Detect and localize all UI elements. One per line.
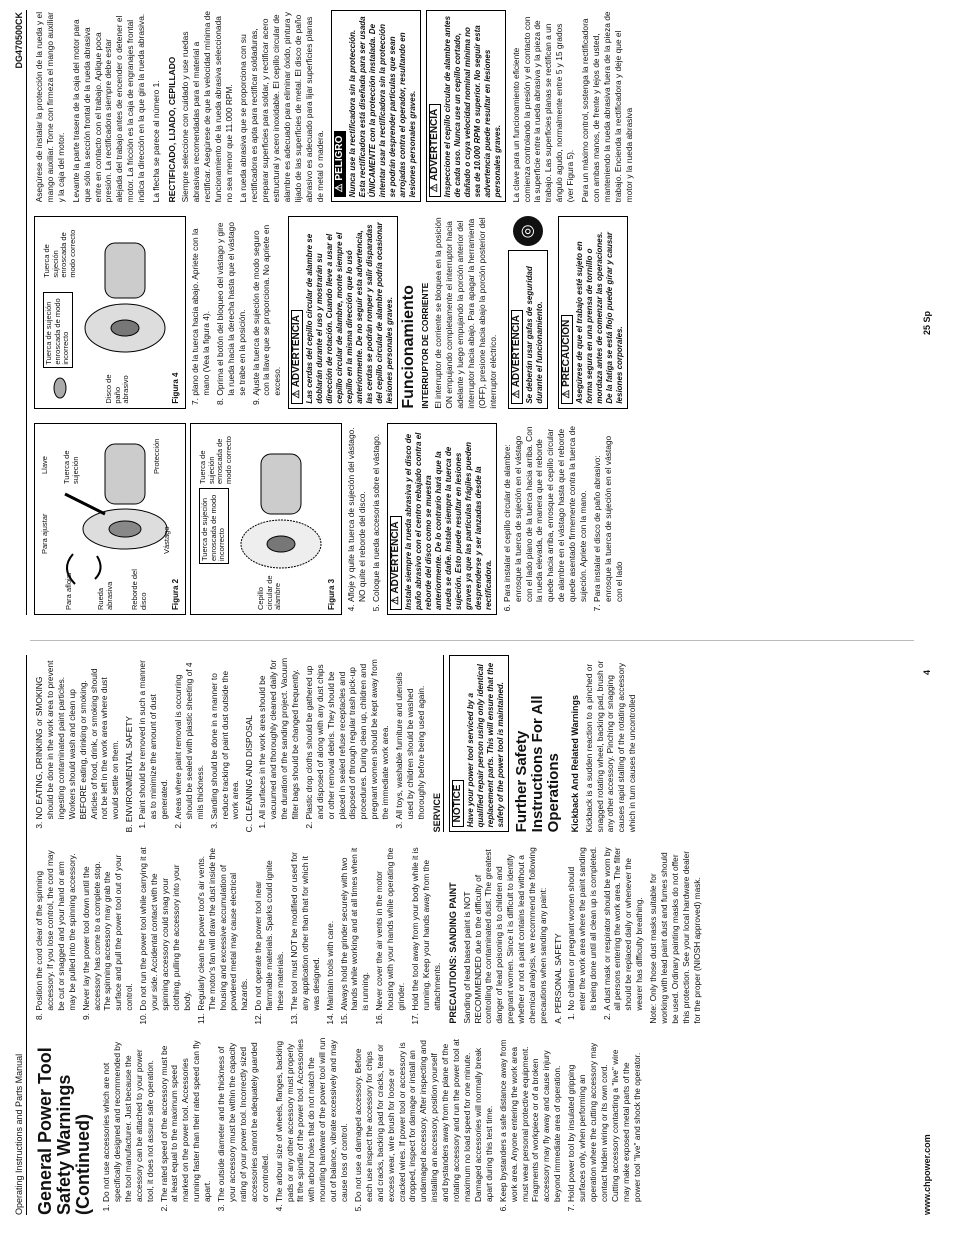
warning-label-text: ADVERTENCIA xyxy=(428,108,440,181)
warning-text-1: Instale siempre la rueda abrasiva y el disco de paño abrasivo con el centro rebajado contra el reborde del disco como se muestra anteriormente. De lo contrario hará que la rueda se dañe. Instale siempre la tuerca de sujeción. Esto puede resultar en lesiones graves ya que las partículas frágiles pueden desprenderse y ser lanzadas desde la rectificadora. xyxy=(403,432,493,610)
english-page xyxy=(0,645,954,1235)
warning-label-text: ADVERTENCIA xyxy=(291,315,303,388)
page-number-right: 25 Sp xyxy=(922,310,932,335)
english-col-2 xyxy=(34,846,894,1023)
list-item: 5. Coloque la rueda accesoria sobre el vástago. xyxy=(371,423,382,602)
manual-title: Operating Instructions and Parts Manual xyxy=(14,1053,24,1215)
warning-label-1: ⚠ ADVERTENCIA xyxy=(390,516,402,610)
list-item: 10. Do not run the power tool while carrying it at your side. Accidental contact with the spinning accessory could snag your clothing, pulling the accessory into your body. xyxy=(138,846,193,1010)
warning-text-2: Las cerdas del cepillo circular de alambre se doblarán durante el uso y mostrarán su dirección de rotación. Cuando lleve a usar el cepillo circular de alambre, monte siempre el cepillo en la misma dirección que lo usó anteriormente. De no seguir esta advertencia, las cerdas se podrán romper y salir disparadas del cepillo circular de alambre podría ocasionar lesiones personales graves. xyxy=(305,222,395,404)
precaucion-callout xyxy=(558,216,628,408)
spanish-col-3 xyxy=(34,10,894,202)
fig4-label-incorrecto: Tuerca de sujeción enroscada de modo incorrecto xyxy=(43,292,73,368)
english-col-3 xyxy=(34,655,894,832)
list-item: 2. A dust mask or respirator should be worn by all persons entering the work area. The filter should be replaced daily or whenever the wearer has difficulty breathing. xyxy=(602,846,646,1010)
precaucion-text: Asegúrese de que el trabajo esté sujeto en forma segura en una prensa de tornillo o mordaza antes de comenzar las operaciones. De la fatiga se está flojo puede girar y causar lesiones corporales. xyxy=(574,231,624,404)
kickback-title: Kickback And Related Warnings xyxy=(569,694,580,833)
interruptor-title: INTERRUPTOR DE CORRIENTE xyxy=(420,282,431,409)
warning-callout-4 xyxy=(426,10,506,202)
personal-list-cont xyxy=(34,655,121,832)
list-item: 7. plano de la tuerca hacia abajo. Apriete con la mano (Vea la figura 4). xyxy=(190,216,212,395)
warning-text-4: Inspeccione el cepillo circular de alambre antes de cada uso. Nunca use un cepillo cortado, dañado o cuya velocidad nominal mínima no sea de 10.000 RPM o superior. No seguir esta advertencia puede resultar en lesiones personales graves. xyxy=(442,15,502,198)
peligro-text: Nunca use la rectificadora sin la protección. Esta rectificadora está diseñada para ser usada ÚNICAMENTE con la protección instalada. De intentar usar la rectificadora sin la protección se podrán desprender partículas que sean arrojadas contra el operador, resultando en lesiones personales graves. xyxy=(347,16,417,198)
list-item: 13. The tool must NOT be modified or used for any application other than that for which it was designed. xyxy=(289,846,322,1010)
fig4-label-disco: Disco de paño abrasivo xyxy=(104,374,130,404)
fig4-label-correcto: Tuerca de sujeción enroscada de modo correcto xyxy=(42,229,77,278)
fig3-label-correcto: Tuerca de sujeción enroscada de modo correcto xyxy=(198,436,233,484)
env-list xyxy=(137,655,241,832)
english-columns xyxy=(34,655,894,1215)
peligro-callout xyxy=(331,10,421,202)
fig2-label-proteccion: Protección xyxy=(152,438,161,474)
funcionamiento-title: Funcionamiento xyxy=(400,285,418,409)
further-title: Further Safety Instructions For All Operations xyxy=(512,695,562,833)
list-item: 7. Para instalar el disco de paño abrasivo: enrosque la tuerca de sujeción en el vástago con el lado xyxy=(592,423,625,602)
list-item: 3. NO EATING, DRINKING or SMOKING should be done in the work area to prevent ingesting contaminated paint particles. Workers should wash and clean up BEFORE eating, drinking or smoking. Articles of food, drink, or smoking should not be left in the work area where dust would settle on them. xyxy=(34,655,121,819)
list-item: 4. The arbour size of wheels, flanges, backing pads or any other accessory must properly fit the spindle of the power tool. Accessories with arbour holes that do not match the mounting hardware of the power tool will run out of balance, vibrate excessively and may cause loss of control. xyxy=(274,1038,350,1202)
fig2-label-para-aflojar: Para aflojar xyxy=(64,571,73,610)
list-item: 16. Never cover the air vents in the motor housing with your hands while operating the grinder. xyxy=(374,846,407,1010)
col3-p4: La clave para un funcionamiento eficiente comienza controlando la presión y el contacto con la superficie entre la rueda abrasiva y la pieza de trabajo. Las superficies planas se rectifican a un ángulo agudo, normalmente entre 5 y 15 grados (ver Figura 5). xyxy=(510,16,576,203)
list-item: 3. The outside diameter and the thickness of your accessory must be within the capacity rating of your power tool. Incorrectly sized accessories cannot be adequately guarded or controlled. xyxy=(216,1038,271,1202)
warning-callout-3 xyxy=(508,250,548,408)
list-item: 8. Oprima el botón del bloqueo del vástago y gire la rueda hacia la derecha hasta que el vástago se trabe en la posición. xyxy=(215,216,248,395)
col3-intro: Asegúrese de instalar la protección de la rueda y el mango auxiliar. Tome con firmeza el mango auxiliar y la caja del motor. xyxy=(34,11,66,203)
list-item: 7. Hold power tool by insulated gripping surfaces only, when performing an operation where the cutting accessory may contact hidden wiring or its own cord. Cutting accessory contacting a "live" wire may make exposed metal parts of the power tool "live" and shock the operator. xyxy=(566,1038,642,1202)
personal-list xyxy=(566,846,645,1023)
list-item: 14. Maintain tools with care. xyxy=(325,846,336,1010)
figure-2 xyxy=(34,423,186,615)
english-col-1 xyxy=(34,1038,894,1215)
service-title: SERVICE xyxy=(432,655,444,832)
precaucion-label-text: PRECAUCION xyxy=(560,319,572,387)
steps-list-1b xyxy=(502,423,625,615)
list-item: 5. Do not use a damaged accessory. Before each use inspect the accessory for chips and cracks, backing pad for cracks, tear or excess wear, wire brush for loose or cracked wires. If power tool or accessory is dropped, inspect for damage or install an undamaged accessory. After inspecting and installing an accessory, position yourself and bystanders away from the plane of the rotating accessory and run the power tool at maximum no load speed for one minute. Damaged accessories will normally break apart during this test time. xyxy=(353,1038,495,1202)
safety-goggles-icon: ◎ xyxy=(513,216,543,246)
rect-text-2: La rueda abrasiva que se proporciona con su rectificadora es apta para rectificar soldaduras, preparar superficies para soldar, y rectificar acero estructural y acero inoxidable. El cepillo circular de alambre es adecuado para eliminar óxido, pintura y lijado de las superficies de metal. El disco de paño abrasivo es adecuado para lijar superficies planas de metal o madera. xyxy=(238,11,325,203)
list-item: 3. Sanding should be done in a manner to reduce tracking of paint dust outside the work area. xyxy=(209,655,242,819)
list-item: 4. Afloje y quite la tuerca de sujeción del vástago. NO quite el reborde del disco. xyxy=(346,423,368,602)
interruptor-text: El interruptor de corriente se bloquea en la posición ON empujando completamente el interruptor hacia adelante y luego empujando la porción anterior del interruptor hacia abajo. Para apagar la herramienta (OFF), presione hacia abajo la porción posterior del interruptor eléctrico. xyxy=(433,217,498,409)
col3-p3: La flecha se parece al número 1. xyxy=(151,80,162,203)
spanish-col-1 xyxy=(34,423,894,615)
warning-callout-2 xyxy=(288,216,398,408)
fig2-label-llave: Llave xyxy=(40,456,49,474)
header-rule xyxy=(26,10,27,615)
figure-4 xyxy=(34,216,186,408)
list-item: 9. Never lay the power tool down until the accessory has come to a complete stop. The spinning accessory may grab the surface and pull the power tool out of your control. xyxy=(81,846,136,1010)
spanish-columns xyxy=(34,10,894,615)
personal-note: Note: Only those dust masks suitable for working with lead paint dust and fumes should be used. Ordinary painting masks do not offer this protection. See your local hardware dealer for the proper (NIOSH approved) mask. xyxy=(648,850,702,1024)
warning-label-3: ⚠ ADVERTENCIA xyxy=(511,310,523,404)
safety-list-1 xyxy=(101,1038,643,1215)
list-item: 1. Paint should be removed in such a manner as to minimize the amount of dust generated. xyxy=(137,655,170,819)
notice-label: NOTICE xyxy=(452,780,464,828)
list-item: 11. Regularly clean the power tool's air vents. The motor's fan will draw the dust inside the housing and excessive accumulation of powdered metal may cause electrical hazards. xyxy=(196,846,251,1010)
fig2-label-para-ajustar: Para ajustar xyxy=(40,513,49,554)
peligro-label: ⚠ PELIGRO xyxy=(334,131,346,198)
clean-list xyxy=(257,655,427,832)
warning-label-text: ADVERTENCIA xyxy=(389,521,401,594)
warning-text-3: Se deberán usar gafas de seguridad durante el funcionamiento. xyxy=(524,266,544,404)
personal-title: A. PERSONAL SAFETY xyxy=(552,933,563,1024)
section-title: General Power Tool Safety Warnings (Continued) xyxy=(35,1047,93,1215)
env-title: B. ENVIRONMENTAL SAFETY xyxy=(124,716,135,833)
notice-text: Have your power tool serviced by a qualified repair person using only identical replacement parts. This will ensure that the safety of the power tool is maintained. xyxy=(465,662,505,828)
list-item: 9. Ajuste la tuerca de sujeción de modo seguro con la llave que se proporciona. No apriete en exceso. xyxy=(251,216,284,395)
fig2-label-vastago: Vástago xyxy=(162,526,171,554)
peligro-label-text: PELIGRO xyxy=(333,135,345,181)
figure-3 xyxy=(190,423,342,615)
notice-callout xyxy=(449,655,509,832)
fig2-label-reborde: Reborde del disco xyxy=(130,569,148,610)
warning-label-4: ⚠ ADVERTENCIA xyxy=(429,104,441,198)
steps-list-2 xyxy=(190,216,283,408)
list-item: 6. Para instalar el cepillo circular de alambre: enrosque la tuerca de sujeción en el vástago con el lado plano de la tuerca hacia arriba. Con la rueda elevada, de manera que el reborde quede hacia arriba, enrosque el cepillo circular de alambre en el vástago hasta que el reborde quede asentado firmemente contra la tuerca de sujeción. Apriete con la mano. xyxy=(502,423,589,602)
list-item: 1. Do not use accessories which are not specifically designed and recommended by the tool manufacturer. Just because the accessory can be attached to your power tool, it does not assure safe operation. xyxy=(101,1038,156,1202)
col3-p5: Para un máximo control, sostenga la rectificadora con ambas manos, de frente y lejos de usted, manteniendo la rueda abrasiva fuera de la pieza de trabajo. Encienda la rectificadora y deje que el motor y la rueda abrasiva xyxy=(580,11,634,203)
warning-callout-1 xyxy=(387,423,497,615)
fig2-label-rueda: Rueda abrasiva xyxy=(96,581,114,610)
list-item: 1. No children or pregnant women should enter the work area where the paint sanding is being done until all clean up is completed. xyxy=(566,846,599,1010)
safety-list-2 xyxy=(34,846,443,1023)
list-item: 15. Always hold the grinder securely with two hands while working and at all times when it is running. xyxy=(339,846,372,1010)
fig2-label-tuerca: Tuerca de sujeción xyxy=(62,450,80,484)
steps-list-1 xyxy=(346,423,382,615)
clean-title: C. CLEANING AND DISPOSAL xyxy=(244,715,255,833)
rect-text: Siempre seleccione con cuidado y use ruedas abrasivas recomendadas para el material a rectificar. Asegúrese de que la velocidad mínima de funcionamiento de la rueda abrasiva seleccionada no sea menor que 11.000 RPM. xyxy=(179,11,234,203)
list-item: 2. The rated speed of the accessory must be at least equal to the maximum speed marked on the power tool. Accessories running faster than their rated speed can fly apart. xyxy=(159,1038,214,1202)
page-number-left: 4 xyxy=(922,669,932,675)
list-item: 3. All toys, washable furniture and utensils used by children should be washed thoroughly before being used again. xyxy=(394,655,427,819)
figure-2-caption: Figura 2 xyxy=(171,578,181,610)
list-item: 6. Keep bystanders a safe distance away from work area. Anyone entering the work area must wear personal protective equipment. Fragments of workpiece or of a broken accessory may fly away and cause injury beyond immediate area of operation. xyxy=(498,1038,563,1202)
figure-3-caption: Figura 3 xyxy=(327,578,337,610)
goggles-row xyxy=(503,216,553,408)
list-item: 2. Areas where paint removal is occurring should be sealed with plastic sheeting of 4 mils thickness. xyxy=(173,655,206,819)
page-divider xyxy=(30,640,914,641)
kickback-text: Kickback is a sudden reaction to a pinched or snagged rotating wheel, backing pad, brush or any other accessory. Pinching or snagging causes rapid stalling of the rotating accessory which in turn causes the uncontrolled xyxy=(583,660,638,833)
list-item: 12. Do not operate the power tool near flammable materials. Sparks could ignite these materials. xyxy=(253,846,286,1010)
warning-label-2: ⚠ ADVERTENCIA xyxy=(291,310,303,404)
rect-title: RECTIFICADO, LIJADO, CEPILLADO xyxy=(166,56,177,203)
header-rule xyxy=(26,655,27,1215)
list-item: 17. Hold the tool away from your body while it is running. Keep your hands away from the attachments. xyxy=(410,846,443,1010)
warning-label-text: ADVERTENCIA xyxy=(510,315,522,388)
precaucion-label: ⚠ PRECAUCION xyxy=(561,315,573,404)
col3-p2: Levante la parte trasera de la caja del motor para que sólo la sección frontal de la rueda abrasiva entre en contacto con el trabajo. Aplique poca presión. La rectificadora siempre debe estar alejada del trabajo antes de encender o detener el motor. La fricción es la caja de engranajes frontal indica la dirección en la que gira la rueda abrasiva. xyxy=(70,13,147,203)
website: www.chpower.com xyxy=(922,1134,932,1215)
list-item: 1. All surfaces in the work area should be vacuumed and thoroughly cleaned daily for the duration of the sanding project. Vacuum filter bags should be changed frequently. xyxy=(257,655,301,819)
spanish-col-2 xyxy=(34,216,894,408)
precautions-text: Sanding of lead based paint is NOT RECOMMENDED due to the difficulty of controlling the contaminated dust. The greatest danger of lead poisoning is to children and pregnant women. Since it is difficult to identify whether or not a paint contains lead without a chemical analysis, we recommend the following precautions when sanding any paint: xyxy=(461,847,548,1024)
list-item: 2. Plastic drop cloths should be gathered up and disposed of along with any dust chips or other removal debris. They should be placed in sealed refuse receptacles and disposed of through regular trash pick-up procedures. During clean up, children and pregnant women should be kept away from the immediate work area. xyxy=(304,655,391,819)
figure-4-caption: Figura 4 xyxy=(171,372,181,404)
fig3-label-cepillo: Cepillo circular de alambre xyxy=(256,575,282,610)
fig3-label-incorrecto: Tuerca de sujeción enroscada de modo incorrecto xyxy=(199,488,229,564)
model-number: DG470500CK xyxy=(14,12,24,69)
list-item: 8. Position the cord clear of the spinning accessory. If you lose control, the cord may be cut or snagged and your hand or arm may be pulled into the spinning accessory. xyxy=(34,846,78,1010)
precautions-title: PRECAUTIONS: SANDING PAINT xyxy=(447,882,458,1024)
